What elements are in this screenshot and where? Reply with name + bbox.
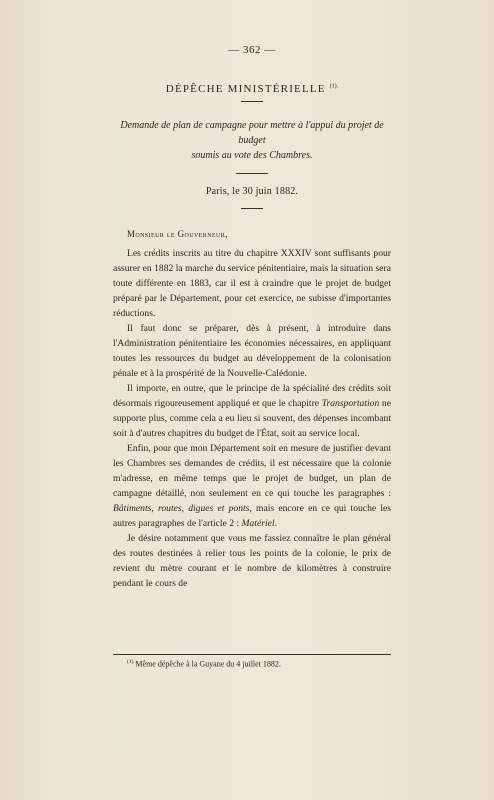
paragraph-4-text-c: . [274,518,277,529]
paragraph-3 [113,381,391,441]
paragraph-5: Je désire notamment que vous me fassiez connaître le plan général des routes destinées à relier tous les points de la colonie, le prix de revient du mètre courant et le nombre de kilomètres à construire pendant le cours de [113,533,391,589]
paragraph-3-text-b: ne supporte plus, comme cela a eu lieu si souvent, des dépenses incombant soit à d'autres chapitres du budget de l'État, soit au service local. [113,398,391,439]
paragraph-4-emphasis-1: Bâtiments, routes, digues et ponts [113,503,250,514]
subtitle-divider [236,173,268,174]
title-text: DÉPÊCHE MINISTÉRIELLE [165,83,326,95]
footnote-divider [113,654,391,655]
title-divider [241,101,263,102]
paragraph-4-text-a: Enfin, pour que mon Département soit en mesure de justifier devant les Chambres ses demandes de crédits, il est nécessaire que la colonie m'adresse, en même temps que le projet de budget, un plan de campagne détaillé, non seulement en ce qui touche les paragraphes : [113,443,391,499]
paragraph-1: Les crédits inscrits au titre du chapitre XXXIV sont suffisants pour assurer en 1882 la marche du service pénitentiaire, mais la situation sera toute différente en 1883, car il est à craindre que le projet de budget préparé par le Département, pour cet exercice, ne subisse d'importantes réductions. [113,248,391,319]
footnote [127,659,281,669]
paragraph-2: Il faut donc se préparer, dès à présent, à introduire dans l'Administration pénitentiaire les économies nécessaires, en appliquant toutes les ressources du budget au développement de la colonisation pénale et à la prospérité de la Nouvelle-Calédonie. [113,323,391,379]
dateline-divider [241,208,263,209]
paragraph-3-text-a: Il importe, en outre, que le principe de la spécialité des crédits soit désormais rigoureusement appliqué et que le chapitre [113,383,391,409]
subtitle [113,118,391,163]
subtitle-line-1: Demande de plan de campagne pour mettre à l'appui du projet de budget [120,120,384,146]
dateline: Paris, le 30 juin 1882. [205,186,299,197]
footnote-mark: (1) [127,659,134,665]
salutation: Monsieur le Gouverneur, [127,229,228,239]
title-footnote-ref[interactable]: (1). [329,83,339,90]
paragraph-4 [113,441,391,531]
subtitle-line-2: soumis au vote des Chambres. [191,150,313,161]
page-number: — 362 — [228,44,276,56]
page-body [113,44,391,591]
paragraph-4-text-b: , mais encore en ce qui touche les autres paragraphes de l'article 2 : [113,503,391,529]
footnote-text: Même dépêche à la Guyane du 4 juillet 1882. [135,659,281,669]
page-title [113,83,391,95]
paragraph-4-emphasis-2: Matériel [241,518,275,529]
paragraph-3-emphasis: Transportation [321,398,380,409]
